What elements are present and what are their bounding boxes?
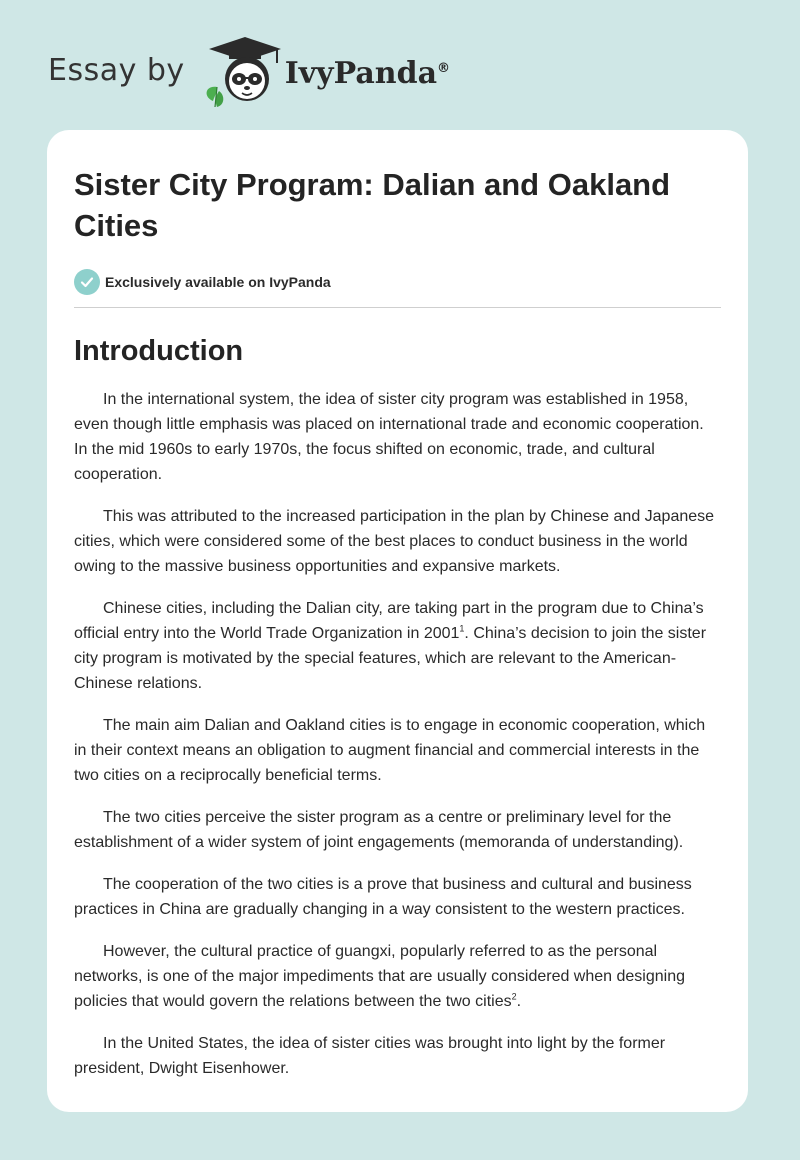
paragraph-1: In the international system, the idea of sister city program was established in 1958, even though little emphasis was placed on international trade and economic cooperation. In the mid 1960s to early 1970s, the focus shifted on economic, trade, and cultural cooperation. bbox=[74, 391, 704, 483]
registered-mark: ® bbox=[437, 60, 451, 76]
paragraph-8: In the United States, the idea of sister cities was brought into light by the former president, Dwight Eisenhower. bbox=[74, 1035, 666, 1077]
essay-body bbox=[74, 387, 721, 1081]
paragraph-3-text-b: . China’s decision to join the sister city program is motivated by the special features, which are relevant to the American-Chinese relations. bbox=[74, 625, 707, 692]
brand-name bbox=[285, 56, 450, 91]
section-heading: Introduction bbox=[74, 335, 244, 367]
divider bbox=[74, 307, 721, 308]
paragraph-7-text-b: . bbox=[516, 993, 522, 1010]
paragraph-3 bbox=[74, 596, 721, 696]
paragraph-3-text-a: Chinese cities, including the Dalian city, are taking part in the program due to China’s official entry into the World Trade Organization in 2001 bbox=[74, 600, 704, 642]
paragraph-5: The two cities perceive the sister program as a centre or preliminary level for the establishment of a wider system of joint engagements (memoranda of understanding). bbox=[74, 809, 684, 851]
brand-name-text: IvyPanda bbox=[284, 55, 438, 91]
exclusive-badge-text: Exclusively available on IvyPanda bbox=[105, 274, 331, 290]
brand-prefix: Essay by bbox=[48, 52, 185, 88]
panda-graduate-icon bbox=[199, 35, 291, 109]
paragraph-7-text-a: However, the cultural practice of guangxi, popularly referred to as the personal networks, is one of the major impediments that are usually considered when designing policies that would govern the relations between the two cities bbox=[74, 943, 685, 1010]
essay-card bbox=[47, 130, 748, 1112]
paragraph-2: This was attributed to the increased participation in the plan by Chinese and Japanese cities, which were considered some of the best places to conduct business in the world owing to the massive business opportunities and expansive markets. bbox=[74, 508, 715, 575]
paragraph-6: The cooperation of the two cities is a prove that business and cultural and business practices in China are gradually changing in a way consistent to the western practices. bbox=[74, 876, 692, 918]
footnote-ref-1[interactable]: 1 bbox=[459, 623, 465, 634]
exclusive-badge bbox=[74, 268, 721, 296]
check-circle-icon bbox=[74, 269, 100, 295]
footnote-ref-2[interactable]: 2 bbox=[511, 991, 517, 1002]
site-logo[interactable] bbox=[48, 34, 450, 114]
paragraph-7 bbox=[74, 939, 721, 1014]
paragraph-4: The main aim Dalian and Oakland cities is to engage in economic cooperation, which in their context means an obligation to augment financial and commercial interests in the two cities on a reciprocally beneficial terms. bbox=[74, 717, 706, 784]
page-title: Sister City Program: Dalian and Oakland Cities bbox=[74, 167, 671, 243]
